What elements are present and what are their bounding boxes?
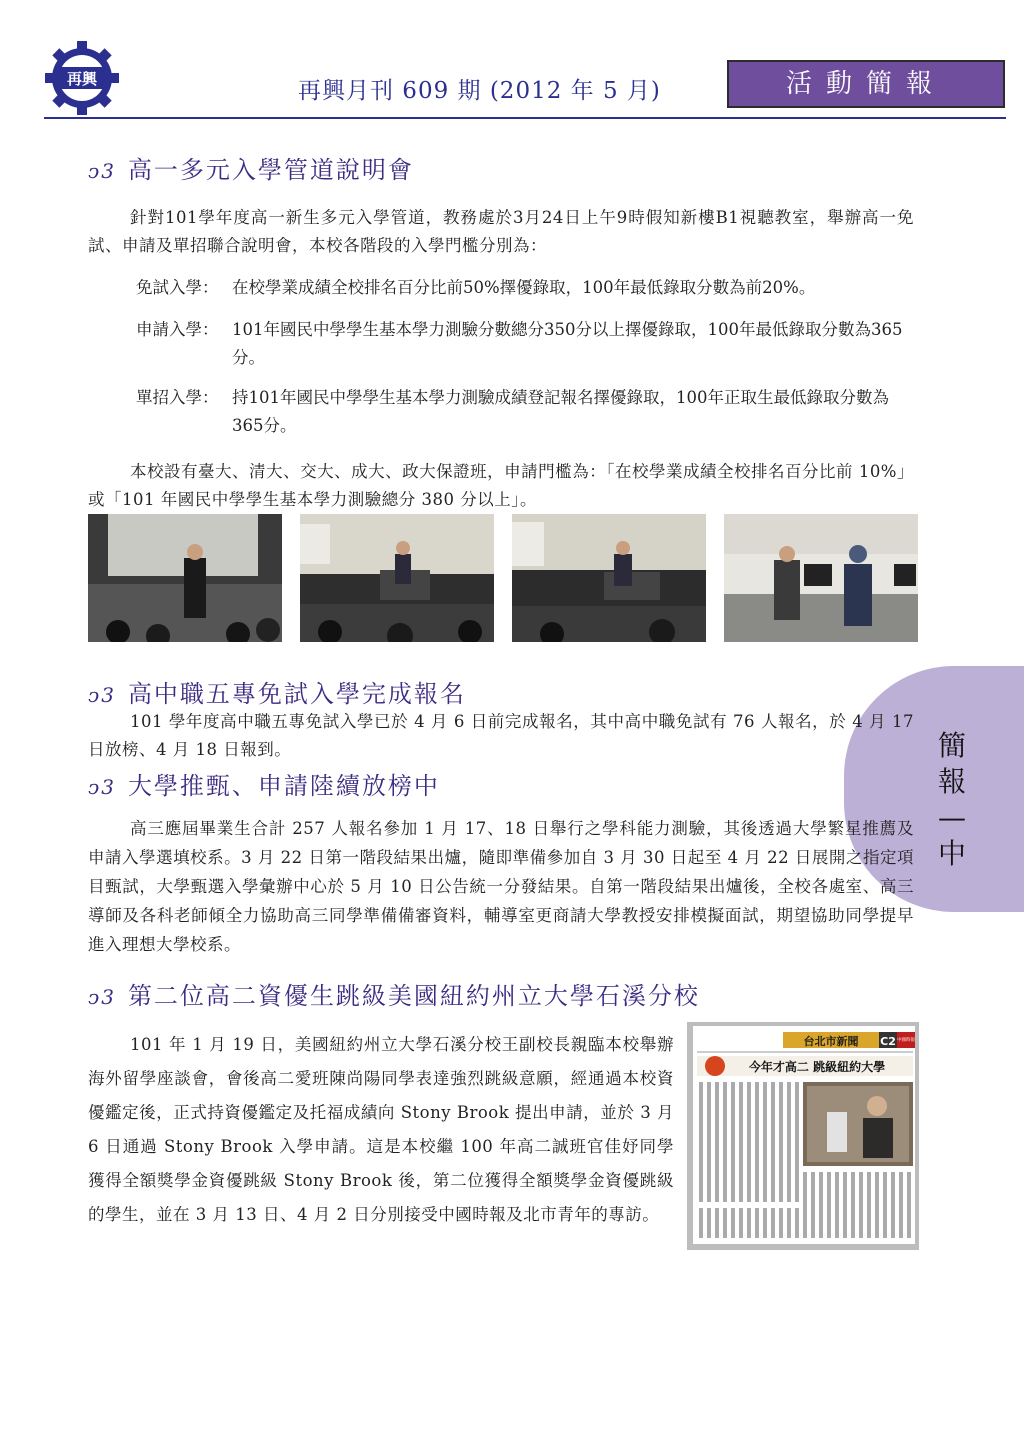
admission-item-text: 在校學業成績全校排名百分比前50%擇優錄取，100年最低錄取分數為前20%。	[232, 278, 816, 297]
header-rule	[44, 117, 1006, 119]
newspaper-clipping	[687, 1022, 919, 1250]
section-1-heading-text: 高一多元入學管道說明會	[127, 156, 414, 184]
newspaper-headline: 今年才高二 跳級紐約大學	[748, 1060, 886, 1074]
section-3-body: 高三應屆畢業生合計 257 人報名參加 1 月 17、18 日舉行之學科能力測驗，其後透過大學繁星推薦及申請入學選填校系。3 月 22 日第一階段結果出爐，隨即準備參加自 3 月 30 日起至 4 月 22 日展開之指定項目甄試，大學甄選入學彙辦中心於 5 月 10 日公告統一分發結果。自第一階段結果出爐後，全校各處室、高三導師及各科老師傾全力協助高三同學準備備審資料，輔導室更商請大學教授安排模擬面試，期望協助同學提早進入理想大學校系。	[88, 819, 914, 954]
newspaper-section-label: 台北市新聞	[803, 1035, 859, 1048]
section-tab: 活動簡報	[727, 60, 1005, 108]
section-4-body: 101 年 1 月 19 日，美國紐約州立大學石溪分校王副校長親臨本校舉辦海外留學座談會，會後高二愛班陳尚陽同學表達強烈跳級意願，經通過本校資優鑑定後，正式持資優鑑定及托福成績向 Stony Brook 提出申請，並於 3 月 6 日通過 Stony Brook 入學申請。這是本校繼 100 年高二誠班官佳妤同學獲得全額獎學金資優跳級 Stony Brook 後，第二位獲得全額獎學金資優跳級的學生，並在 3 月 13 日、4 月 2 日分別接受中國時報及北市青年的專訪。	[88, 1035, 674, 1224]
event-photo	[88, 514, 282, 642]
event-photo	[300, 514, 494, 642]
admission-item	[136, 274, 916, 302]
newspaper-page-code: C2	[880, 1035, 896, 1048]
side-tab-text: 簡報—中	[937, 729, 966, 870]
admission-item-label: 申請入學：	[136, 320, 219, 339]
logo-text: 再興	[66, 70, 98, 88]
school-logo-icon	[44, 40, 120, 116]
masthead-title: 再興月刊 609 期 (2012 年 5 月)	[298, 78, 661, 104]
event-photo	[724, 514, 918, 642]
section-3-heading	[88, 766, 440, 801]
section-1-heading	[88, 150, 414, 185]
event-photo	[512, 514, 706, 642]
bullet-icon: ↄ3	[88, 159, 116, 183]
section-1-closing: 本校設有臺大、清大、交大、成大、政大保證班，申請門檻為：「在校學業成績全校排名百分比前 10%」或「101 年國民中學學生基本學力測驗總分 380 分以上」。	[88, 462, 914, 509]
section-4-heading	[88, 976, 700, 1011]
bullet-icon: ↄ3	[88, 775, 116, 799]
bullet-icon: ↄ3	[88, 683, 116, 707]
section-4-heading-text: 第二位高二資優生跳級美國紐約州立大學石溪分校	[127, 982, 700, 1010]
admission-item-label: 單招入學：	[136, 388, 219, 407]
newspaper-badge: 中國時報	[897, 1038, 915, 1043]
section-3-heading-text: 大學推甄、申請陸續放榜中	[127, 772, 440, 800]
admission-item-text: 101年國民中學學生基本學力測驗分數總分350分以上擇優錄取，100年最低錄取分數為365分。	[232, 320, 903, 367]
section-2-heading	[88, 674, 466, 709]
bullet-icon: ↄ3	[88, 985, 116, 1009]
section-1-intro: 針對101學年度高一新生多元入學管道，教務處於3月24日上午9時假知新樓B1視聽教室，舉辦高一免試、申請及單招聯合說明會，本校各階段的入學門檻分別為：	[88, 208, 914, 255]
admission-item-label: 免試入學：	[136, 278, 219, 297]
admission-item-text: 持101年國民中學學生基本學力測驗成績登記報名擇優錄取，100年正取生最低錄取分數為365分。	[232, 388, 889, 435]
admission-item	[136, 384, 916, 440]
admission-item	[136, 316, 916, 372]
section-2-body: 101 學年度高中職五專免試入學已於 4 月 6 日前完成報名，其中高中職免試有 76 人報名，於 4 月 17 日放榜、4 月 18 日報到。	[88, 712, 914, 759]
section-2-heading-text: 高中職五專免試入學完成報名	[127, 680, 466, 708]
